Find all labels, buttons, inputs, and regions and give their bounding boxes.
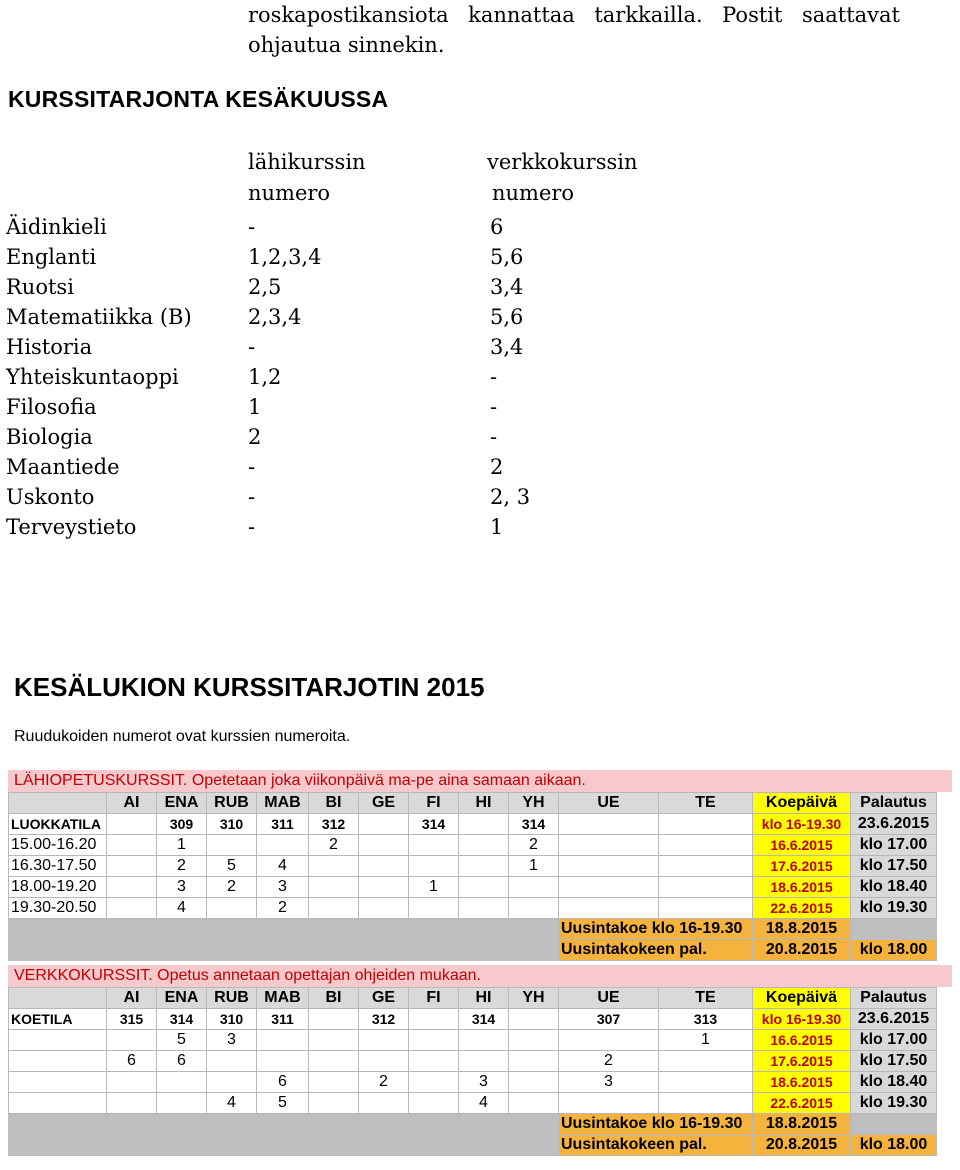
- return-cell: 23.6.2015: [851, 814, 937, 835]
- course-cell: [459, 835, 509, 856]
- section-heading: KURSSITARJONTA KESÄKUUSSA: [8, 86, 389, 112]
- course-cell: 2: [157, 856, 207, 877]
- offer-subject: Matematiikka (B): [6, 305, 192, 329]
- course-cell: 2: [309, 835, 359, 856]
- return-cell: klo 17.00: [851, 1030, 937, 1051]
- offer-local: 2,5: [248, 275, 282, 299]
- course-cell: [659, 814, 753, 835]
- course-cell: [459, 814, 509, 835]
- retake-label-cell: Uusintakoe klo 16-19.30: [559, 1114, 753, 1135]
- local-header-line1: lähikurssin: [248, 150, 366, 174]
- course-cell: [207, 1072, 257, 1093]
- course-cell: 310: [207, 814, 257, 835]
- course-cell: [107, 1030, 157, 1051]
- offer-online: 2, 3: [490, 485, 531, 509]
- subject-header-cell: TE: [659, 793, 753, 814]
- offer-online: 6: [490, 215, 504, 239]
- offer-subject: Äidinkieli: [6, 215, 107, 239]
- return-cell: klo 17.50: [851, 1051, 937, 1072]
- offer-local: -: [248, 335, 256, 359]
- course-cell: [509, 877, 559, 898]
- course-cell: 307: [559, 1009, 659, 1030]
- row-label-cell: 19.30-20.50: [9, 898, 107, 919]
- course-cell: [459, 1051, 509, 1072]
- course-cell: [659, 877, 753, 898]
- course-cell: [409, 1072, 459, 1093]
- retake-date-cell: 20.8.2015: [753, 940, 851, 961]
- course-cell: 311: [257, 1009, 309, 1030]
- exam-day-cell: 22.6.2015: [753, 1093, 851, 1114]
- header-corner-cell: [9, 988, 107, 1009]
- subject-header-cell: ENA: [157, 793, 207, 814]
- intro-line-1: [248, 0, 900, 30]
- course-cell: [157, 1093, 207, 1114]
- online-header-line1: verkkokurssin: [487, 150, 638, 174]
- course-cell: [509, 1093, 559, 1114]
- course-cell: 4: [257, 856, 309, 877]
- course-cell: 310: [207, 1009, 257, 1030]
- course-cell: [107, 1093, 157, 1114]
- course-cell: 2: [257, 898, 309, 919]
- subject-header-cell: AI: [107, 988, 157, 1009]
- course-cell: [257, 1030, 309, 1051]
- offer-local: 1: [248, 395, 262, 419]
- exam-day-cell: 18.6.2015: [753, 1072, 851, 1093]
- intro-line-2: ohjautua sinnekin.: [248, 33, 445, 57]
- offer-online: 3,4: [490, 275, 524, 299]
- table-row: [9, 1051, 937, 1072]
- subject-header-cell: HI: [459, 793, 509, 814]
- course-cell: [459, 877, 509, 898]
- table-row: [9, 1093, 937, 1114]
- exam-day-cell: klo 16-19.30: [753, 1009, 851, 1030]
- subject-header-cell: ENA: [157, 988, 207, 1009]
- course-cell: [659, 898, 753, 919]
- course-cell: [359, 1030, 409, 1051]
- course-cell: 4: [207, 1093, 257, 1114]
- course-cell: [409, 1030, 459, 1051]
- course-cell: [559, 877, 659, 898]
- course-cell: 3: [559, 1072, 659, 1093]
- subject-header-cell: UE: [559, 988, 659, 1009]
- exam-day-cell: klo 16-19.30: [753, 814, 851, 835]
- course-cell: [309, 898, 359, 919]
- offer-local: 1,2,3,4: [248, 245, 322, 269]
- intro-word: kannattaa: [468, 3, 575, 27]
- row-label-cell: LUOKKATILA: [9, 814, 107, 835]
- course-cell: [359, 898, 409, 919]
- subject-header-cell: BI: [309, 988, 359, 1009]
- local-courses-band: LÄHIOPETUSKURSSIT. Opetetaan joka viikonpäivä ma-pe aina samaan aikaan.: [8, 770, 952, 792]
- row-label-cell: 18.00-19.20: [9, 877, 107, 898]
- intro-word: saattavat: [801, 3, 900, 27]
- course-cell: [309, 1093, 359, 1114]
- offer-subject: Uskonto: [6, 485, 95, 509]
- course-cell: [659, 1093, 753, 1114]
- offer-local: -: [248, 515, 256, 539]
- table-row: [9, 1009, 937, 1030]
- course-cell: 1: [157, 835, 207, 856]
- course-cell: [107, 877, 157, 898]
- table-row: [9, 835, 937, 856]
- offer-local: -: [248, 455, 256, 479]
- online-courses-band: VERKKOKURSSIT. Opetus annetaan opettajan ohjeiden mukaan.: [8, 965, 952, 987]
- table-row: [9, 856, 937, 877]
- course-cell: [107, 835, 157, 856]
- return-cell: klo 18.40: [851, 1072, 937, 1093]
- exam-day-header: Koepäivä: [753, 988, 851, 1009]
- row-label-cell: [9, 1051, 107, 1072]
- subject-header-cell: TE: [659, 988, 753, 1009]
- course-cell: 314: [459, 1009, 509, 1030]
- subject-header-cell: GE: [359, 793, 409, 814]
- retake-return-cell: [851, 1114, 937, 1135]
- offer-online: 1: [490, 515, 504, 539]
- retake-date-cell: 18.8.2015: [753, 919, 851, 940]
- course-cell: 4: [459, 1093, 509, 1114]
- course-cell: [409, 1009, 459, 1030]
- retake-return-cell: [851, 919, 937, 940]
- table-row: [9, 1072, 937, 1093]
- return-header: Palautus: [851, 988, 937, 1009]
- spacer-cell: [9, 1114, 559, 1135]
- row-label-cell: 16.30-17.50: [9, 856, 107, 877]
- retake-row: [9, 1114, 937, 1135]
- subject-header-cell: MAB: [257, 988, 309, 1009]
- offer-local: -: [248, 485, 256, 509]
- course-cell: 2: [359, 1072, 409, 1093]
- offer-subject: Terveystieto: [6, 515, 137, 539]
- exam-day-cell: 18.6.2015: [753, 877, 851, 898]
- course-cell: [559, 898, 659, 919]
- retake-row: [9, 919, 937, 940]
- subject-header-cell: BI: [309, 793, 359, 814]
- course-cell: [207, 1051, 257, 1072]
- course-cell: [659, 1072, 753, 1093]
- course-cell: [309, 1051, 359, 1072]
- course-cell: 5: [207, 856, 257, 877]
- course-cell: [157, 1072, 207, 1093]
- return-cell: klo 19.30: [851, 898, 937, 919]
- course-cell: [207, 835, 257, 856]
- course-cell: [309, 877, 359, 898]
- course-cell: 6: [157, 1051, 207, 1072]
- subject-header-cell: HI: [459, 988, 509, 1009]
- offer-subject: Yhteiskuntaoppi: [6, 365, 179, 389]
- local-header-line2: numero: [248, 181, 331, 205]
- course-cell: 312: [309, 814, 359, 835]
- offer-local: -: [248, 215, 256, 239]
- row-label-cell: [9, 1093, 107, 1114]
- course-cell: [409, 856, 459, 877]
- retake-row: [9, 940, 937, 961]
- offer-online: 5,6: [490, 305, 524, 329]
- offer-local: 2: [248, 425, 262, 449]
- header-corner-cell: [9, 793, 107, 814]
- offer-subject: Ruotsi: [6, 275, 74, 299]
- row-label-cell: 15.00-16.20: [9, 835, 107, 856]
- course-cell: [359, 1051, 409, 1072]
- offer-online: 5,6: [490, 245, 524, 269]
- course-cell: 312: [359, 1009, 409, 1030]
- offer-subject: Maantiede: [6, 455, 120, 479]
- subject-header-cell: FI: [409, 988, 459, 1009]
- intro-paragraph: [248, 0, 900, 60]
- course-cell: 1: [659, 1030, 753, 1051]
- retake-return-cell: klo 18.00: [851, 940, 937, 961]
- course-cell: [359, 877, 409, 898]
- table-row: [9, 1030, 937, 1051]
- offer-online: -: [490, 395, 498, 419]
- course-cell: 4: [157, 898, 207, 919]
- table-row: [9, 877, 937, 898]
- retake-date-cell: 20.8.2015: [753, 1135, 851, 1156]
- offer-subject: Biologia: [6, 425, 93, 449]
- course-cell: [107, 814, 157, 835]
- course-cell: [509, 1030, 559, 1051]
- return-cell: 23.6.2015: [851, 1009, 937, 1030]
- exam-day-header: Koepäivä: [753, 793, 851, 814]
- course-cell: 2: [509, 835, 559, 856]
- return-cell: klo 18.40: [851, 877, 937, 898]
- subject-header-cell: RUB: [207, 988, 257, 1009]
- retake-date-cell: 18.8.2015: [753, 1114, 851, 1135]
- retake-label-cell: Uusintakokeen pal.: [559, 1135, 753, 1156]
- course-cell: [309, 1072, 359, 1093]
- course-cell: 6: [257, 1072, 309, 1093]
- retake-label-cell: Uusintakokeen pal.: [559, 940, 753, 961]
- offer-online: -: [490, 365, 498, 389]
- course-cell: [559, 856, 659, 877]
- offer-online: 2: [490, 455, 504, 479]
- course-cell: 311: [257, 814, 309, 835]
- spacer-cell: [9, 1135, 559, 1156]
- course-cell: 3: [257, 877, 309, 898]
- course-cell: 6: [107, 1051, 157, 1072]
- intro-word: roskapostikansiota: [248, 3, 449, 27]
- subject-header-cell: FI: [409, 793, 459, 814]
- exam-day-cell: 22.6.2015: [753, 898, 851, 919]
- row-label-cell: [9, 1072, 107, 1093]
- retake-row: [9, 1135, 937, 1156]
- header-row: [9, 793, 937, 814]
- subject-header-cell: GE: [359, 988, 409, 1009]
- offer-local: 1,2: [248, 365, 282, 389]
- return-cell: klo 17.50: [851, 856, 937, 877]
- course-cell: [559, 814, 659, 835]
- retake-return-cell: klo 18.00: [851, 1135, 937, 1156]
- timetable-title: KESÄLUKION KURSSITARJOTIN 2015: [14, 672, 485, 702]
- subject-header-cell: MAB: [257, 793, 309, 814]
- offer-online: 3,4: [490, 335, 524, 359]
- course-cell: [107, 856, 157, 877]
- exam-day-cell: 17.6.2015: [753, 856, 851, 877]
- course-cell: 1: [409, 877, 459, 898]
- return-cell: klo 17.00: [851, 835, 937, 856]
- course-cell: [359, 814, 409, 835]
- offer-subject: Filosofia: [6, 395, 97, 419]
- course-cell: 314: [409, 814, 459, 835]
- course-cell: [459, 898, 509, 919]
- offer-local: 2,3,4: [248, 305, 302, 329]
- intro-word: Postit: [722, 3, 783, 27]
- course-cell: [207, 898, 257, 919]
- course-cell: [409, 898, 459, 919]
- course-cell: 314: [509, 814, 559, 835]
- subject-header-cell: RUB: [207, 793, 257, 814]
- course-cell: 3: [207, 1030, 257, 1051]
- row-label-cell: KOETILA: [9, 1009, 107, 1030]
- course-cell: [509, 1072, 559, 1093]
- course-cell: [509, 1009, 559, 1030]
- course-cell: [459, 856, 509, 877]
- course-cell: [659, 1051, 753, 1072]
- course-cell: [659, 856, 753, 877]
- timetable-image: [6, 662, 956, 1164]
- online-courses-table: [8, 987, 937, 1156]
- course-cell: [257, 1051, 309, 1072]
- return-header: Palautus: [851, 793, 937, 814]
- exam-day-cell: 16.6.2015: [753, 1030, 851, 1051]
- course-cell: [509, 1051, 559, 1072]
- course-cell: [359, 835, 409, 856]
- row-label-cell: [9, 1030, 107, 1051]
- subject-header-cell: UE: [559, 793, 659, 814]
- course-cell: [459, 1030, 509, 1051]
- course-cell: 2: [559, 1051, 659, 1072]
- spacer-cell: [9, 919, 559, 940]
- course-cell: [257, 835, 309, 856]
- course-cell: [559, 835, 659, 856]
- course-cell: 313: [659, 1009, 753, 1030]
- course-cell: 314: [157, 1009, 207, 1030]
- course-cell: 2: [207, 877, 257, 898]
- exam-day-cell: 17.6.2015: [753, 1051, 851, 1072]
- offer-online: -: [490, 425, 498, 449]
- course-cell: [559, 1030, 659, 1051]
- course-cell: [107, 898, 157, 919]
- intro-word: tarkkailla.: [594, 3, 703, 27]
- course-cell: [359, 856, 409, 877]
- course-cell: [409, 1051, 459, 1072]
- course-cell: 3: [459, 1072, 509, 1093]
- local-courses-table: [8, 792, 937, 961]
- table-row: [9, 898, 937, 919]
- online-header-line2: numero: [492, 181, 575, 205]
- table-row: [9, 814, 937, 835]
- return-cell: klo 19.30: [851, 1093, 937, 1114]
- course-cell: [309, 856, 359, 877]
- course-cell: [659, 835, 753, 856]
- spacer-cell: [9, 940, 559, 961]
- offer-subject: Englanti: [6, 245, 97, 269]
- offer-subject: Historia: [6, 335, 93, 359]
- course-cell: [309, 1009, 359, 1030]
- course-cell: [409, 835, 459, 856]
- course-cell: 3: [157, 877, 207, 898]
- subject-header-cell: YH: [509, 793, 559, 814]
- timetable-note: Ruudukoiden numerot ovat kurssien numeroita.: [14, 728, 351, 745]
- exam-day-cell: 16.6.2015: [753, 835, 851, 856]
- course-cell: [107, 1072, 157, 1093]
- course-cell: 5: [257, 1093, 309, 1114]
- course-cell: [509, 898, 559, 919]
- course-cell: 1: [509, 856, 559, 877]
- course-cell: [359, 1093, 409, 1114]
- header-row: [9, 988, 937, 1009]
- retake-label-cell: Uusintakoe klo 16-19.30: [559, 919, 753, 940]
- subject-header-cell: YH: [509, 988, 559, 1009]
- course-cell: [409, 1093, 459, 1114]
- course-cell: 5: [157, 1030, 207, 1051]
- course-cell: [559, 1093, 659, 1114]
- course-cell: 315: [107, 1009, 157, 1030]
- course-cell: [309, 1030, 359, 1051]
- subject-header-cell: AI: [107, 793, 157, 814]
- course-cell: 309: [157, 814, 207, 835]
